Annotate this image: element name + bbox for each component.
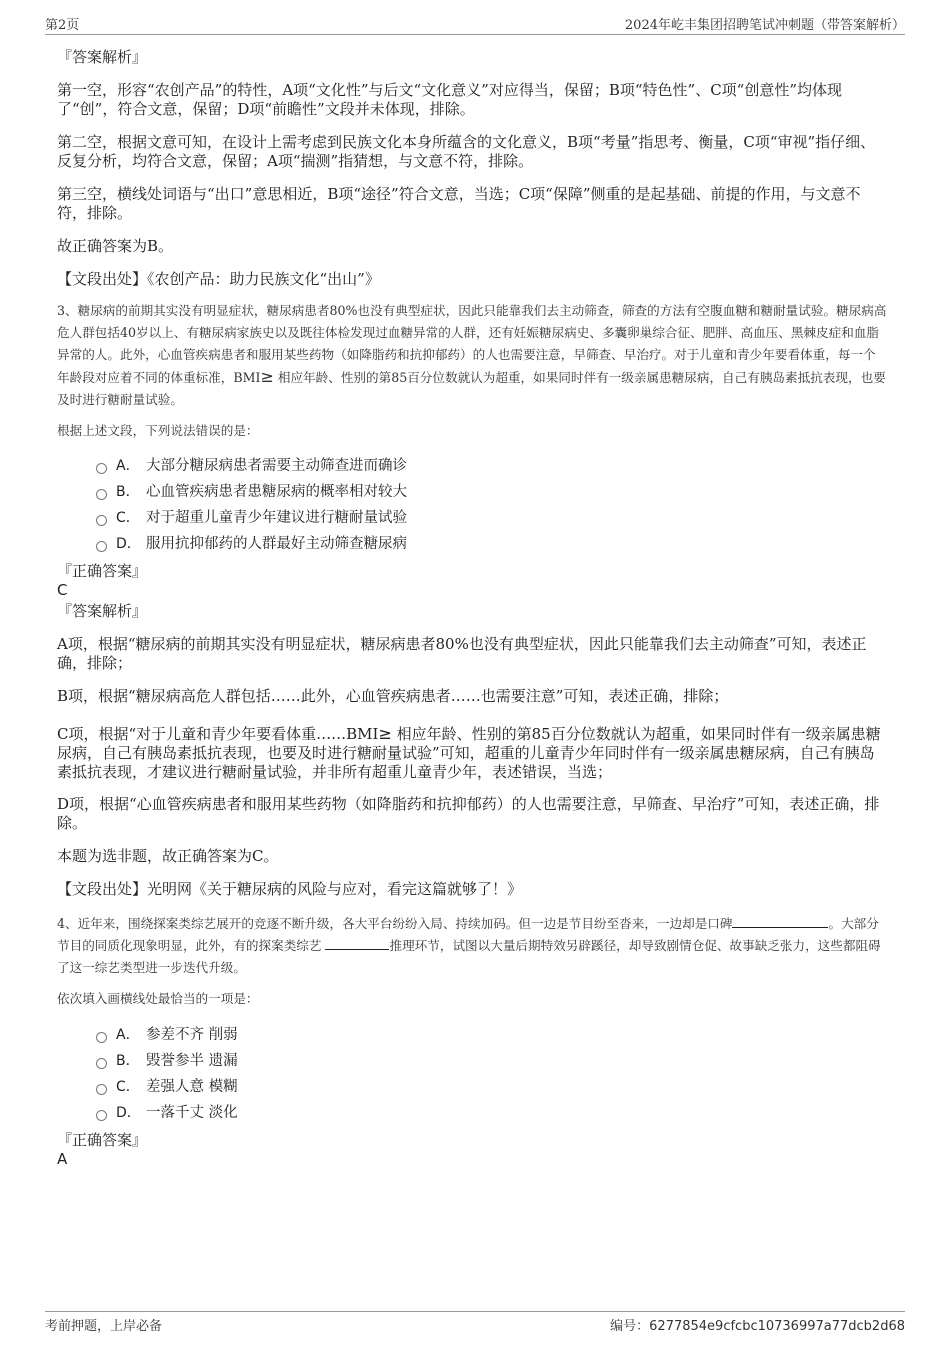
greater-equal-symbol: ≥ bbox=[378, 724, 392, 743]
q4-option-d[interactable]: D． 一落千丈 淡化 bbox=[96, 1104, 238, 1123]
q4-answer: A bbox=[57, 1150, 68, 1168]
q3-answer: C bbox=[57, 581, 68, 599]
prev-analysis-paragraph-2: 第二空，根据文意可知，在设计上需考虑到民族文化本身所蕴含的文化意义，B项“考量”指思考、衡量，C项“审视”指仔细、反复分析，均符合文意，保留；A项“揣测”指猜想，与文意不符，排除。 bbox=[57, 133, 876, 170]
q4-option-b[interactable]: B． 毁誉参半 遗漏 bbox=[96, 1052, 238, 1071]
fill-blank-2[interactable] bbox=[325, 936, 389, 950]
radio-icon[interactable] bbox=[96, 515, 107, 526]
page-footer bbox=[45, 1311, 905, 1336]
q4-stem: 4、近年来，围绕探案类综艺展开的竞逐不断升级，各大平台纷纷入局、持续加码。但一边是节目纷至沓来，一边却是口碑 。大部分节目的同质化现象明显，此外，有的探案类综艺 推理环节，试图以大量后期特效另辟蹊径，却导致剧情仓促、故事缺乏张力，这些都阻碍了这一综艺类型进一步迭代升级。 bbox=[57, 916, 881, 975]
q3-option-c[interactable]: C． 对于超重儿童青少年建议进行糖耐量试验 bbox=[96, 509, 407, 528]
q4-option-c[interactable]: C． 差强人意 模糊 bbox=[96, 1078, 238, 1097]
page-number: 第2页 bbox=[45, 18, 80, 33]
q3-analysis-d: D项，根据“心血管疾病患者和服用某些药物（如降脂药和抗抑郁药）的人也需要注意，早筛查、早治疗”可知，表述正确，排除。 bbox=[57, 795, 880, 832]
radio-icon[interactable] bbox=[96, 1084, 107, 1095]
q4-answer-label: 『正确答案』 bbox=[57, 1131, 148, 1149]
radio-icon[interactable] bbox=[96, 463, 107, 474]
page-header bbox=[45, 14, 905, 35]
q3-answer-label: 『正确答案』 bbox=[57, 562, 148, 580]
q4-prompt: 依次填入画横线处最恰当的一项是： bbox=[57, 991, 259, 1006]
prev-analysis-paragraph-3: 第三空，横线处词语与“出口”意思相近，B项“途径”符合文意，当选；C项“保障”侧重的是起基础、前提的作用，与文意不符，排除。 bbox=[57, 185, 861, 222]
greater-equal-symbol: ≥ bbox=[260, 367, 274, 386]
prev-source: 【文段出处】《农创产品：助力民族文化“出山”》 bbox=[57, 270, 380, 288]
q3-source: 【文段出处】光明网《关于糖尿病的风险与应对，看完这篇就够了！》 bbox=[57, 880, 523, 898]
footer-slogan: 考前押题，上岸必备 bbox=[45, 1319, 163, 1334]
q3-option-d[interactable]: D． 服用抗抑郁药的人群最好主动筛查糖尿病 bbox=[96, 535, 407, 554]
radio-icon[interactable] bbox=[96, 1110, 107, 1121]
document-code: 编号：6277854e9cfcbc10736997a77dcb2d68 bbox=[610, 1319, 905, 1334]
radio-icon[interactable] bbox=[96, 489, 107, 500]
q4-option-a[interactable]: A． 参差不齐 削弱 bbox=[96, 1026, 238, 1045]
q3-option-a[interactable]: A． 大部分糖尿病患者需要主动筛查进而确诊 bbox=[96, 457, 407, 476]
prev-analysis-label: 『答案解析』 bbox=[57, 48, 148, 66]
prev-analysis-conclusion: 故正确答案为B。 bbox=[57, 237, 174, 255]
q3-stem: 3、糖尿病的前期其实没有明显症状，糖尿病患者80%也没有典型症状，因此只能靠我们去主动筛查，筛查的方法有空腹血糖和糖耐量试验。糖尿病高危人群包括40岁以上、有糖尿病家族史以及既往体检发现过血糖异常的人群，还有妊娠糖尿病史、多囊卵巢综合征、肥胖、高血压、黑棘皮症和血脂异常的人。此外，心血管疾病患者和服用某些药物（如降脂药和抗抑郁药）的人也需要注意，早筛查、早治疗。对于儿童和青少年要看体重，每一个年龄段对应着不同的体重标准，BMI≥ 相应年龄、性别的第85百分位数就认为超重，如果同时伴有一级亲属患糖尿病，自己有胰岛素抵抗表现，也要及时进行糖耐量试验。 bbox=[57, 303, 887, 407]
q3-option-b[interactable]: B． 心血管疾病患者患糖尿病的概率相对较大 bbox=[96, 483, 407, 502]
q3-analysis-c: C项，根据“对于儿童和青少年要看体重……BMI≥ 相应年龄、性别的第85百分位数就认为超重，如果同时伴有一级亲属患糖尿病，自己有胰岛素抵抗表现，也要及时进行糖耐量试验”可知，超重的儿童青少年同时伴有一级亲属患糖尿病，自己有胰岛素抵抗表现，才建议进行糖耐量试验，并非所有超重儿童青少年，表述错误，当选； bbox=[57, 724, 881, 781]
q3-analysis-a: A项，根据“糖尿病的前期其实没有明显症状，糖尿病患者80%也没有典型症状，因此只能靠我们去主动筛查”可知，表述正确，排除； bbox=[57, 635, 867, 672]
radio-icon[interactable] bbox=[96, 1032, 107, 1043]
document-title: 2024年屹丰集团招聘笔试冲刺题（带答案解析） bbox=[624, 18, 905, 33]
q3-analysis-label: 『答案解析』 bbox=[57, 602, 148, 620]
radio-icon[interactable] bbox=[96, 541, 107, 552]
q3-prompt: 根据上述文段，下列说法错误的是： bbox=[57, 423, 259, 438]
q3-conclusion: 本题为选非题，故正确答案为C。 bbox=[57, 847, 279, 865]
fill-blank-1[interactable] bbox=[732, 914, 828, 928]
prev-analysis-paragraph-1: 第一空，形容“农创产品”的特性，A项“文化性”与后文“文化意义”对应得当，保留；B项“特色性”、C项“创意性”均体现了“创”，符合文意，保留；D项“前瞻性”文段并未体现，排除。 bbox=[57, 81, 843, 118]
q3-analysis-b: B项，根据“糖尿病高危人群包括……此外，心血管疾病患者……也需要注意”可知，表述正确，排除； bbox=[57, 687, 729, 705]
radio-icon[interactable] bbox=[96, 1058, 107, 1069]
